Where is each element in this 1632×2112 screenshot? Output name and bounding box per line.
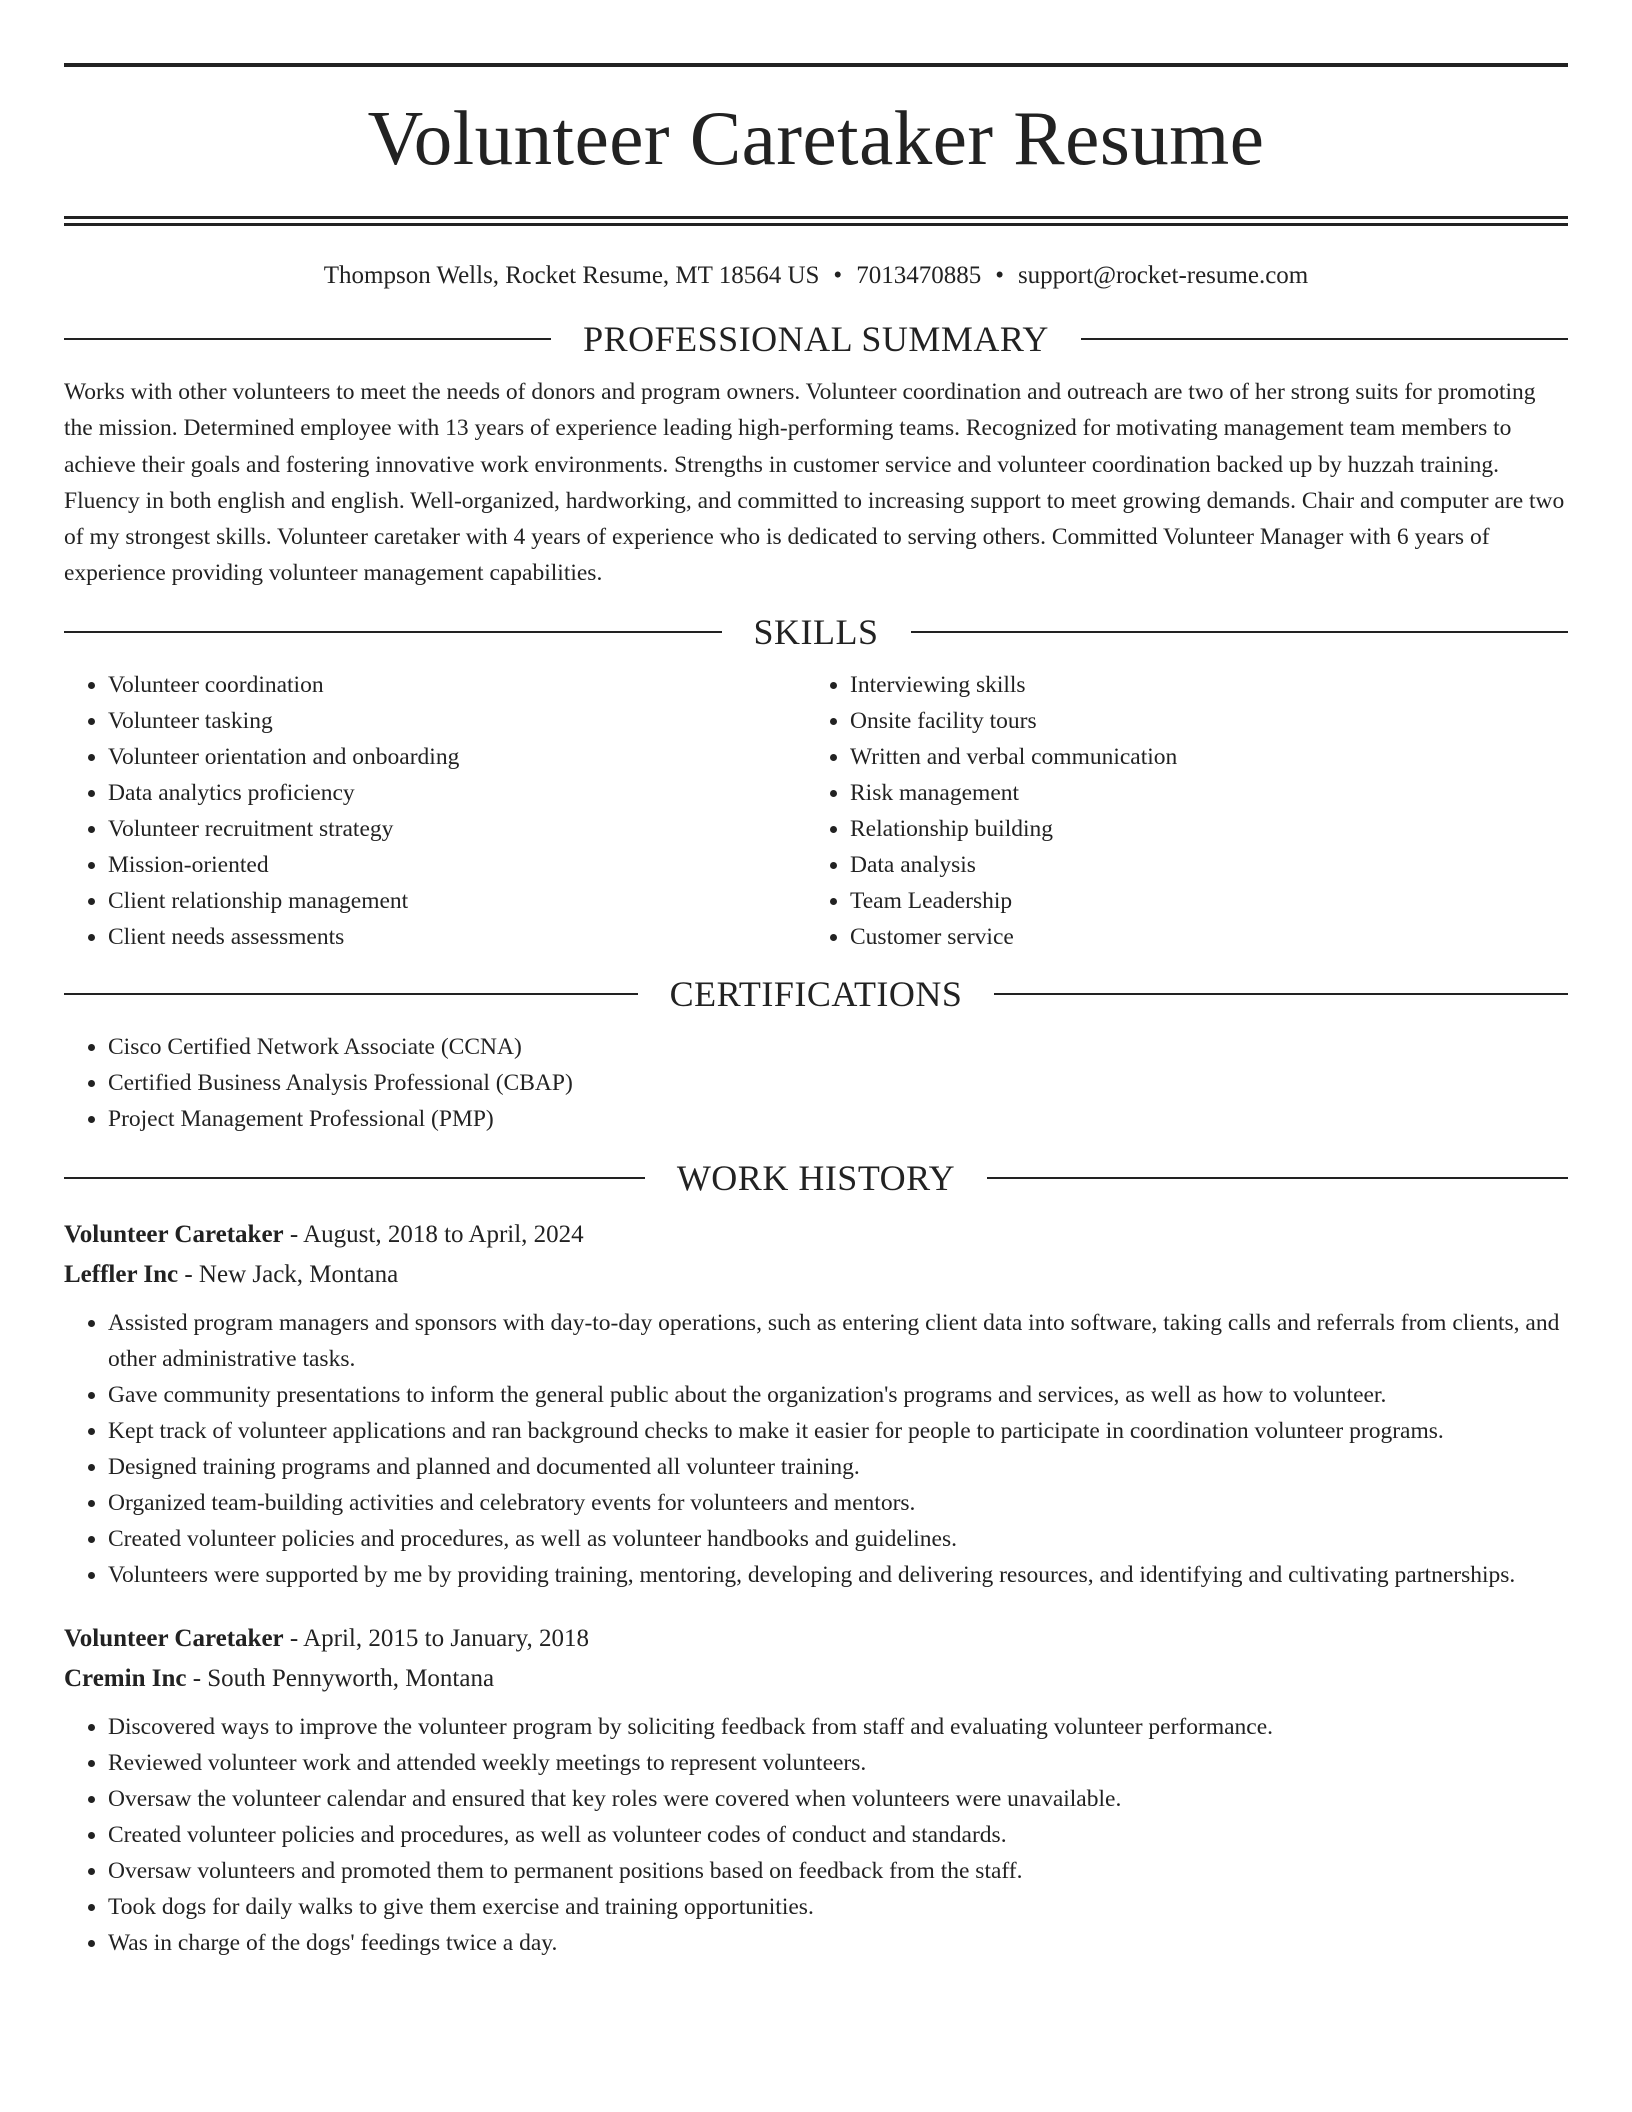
heading-rule-left (64, 338, 551, 340)
skill-item: • Onsite facility tours (850, 703, 1548, 739)
contact-line (64, 258, 1568, 294)
skills-list (64, 667, 1568, 955)
certification-item: • Cisco Certified Network Associate (CCNA) (108, 1029, 1568, 1065)
job-bullet: • Discovered ways to improve the volunteer program by soliciting feedback from staff and evaluating volunteer performance. (108, 1709, 1568, 1745)
summary-heading (64, 316, 1568, 362)
heading-rule-right (1081, 338, 1568, 340)
skills-heading (64, 609, 1568, 655)
job-bullet: • Volunteers were supported by me by providing training, mentoring, developing and delivering resources, and identifying and cultivating partnerships. (108, 1557, 1568, 1593)
job-dates: - August, 2018 to April, 2024 (283, 1220, 584, 1248)
skill-item: • Risk management (850, 775, 1548, 811)
job-bullet: • Took dogs for daily walks to give them exercise and training opportunities. (108, 1889, 1568, 1925)
job-location: - New Jack, Montana (178, 1260, 399, 1288)
job-company-line (64, 1255, 1568, 1295)
job-bullet: • Oversaw volunteers and promoted them to permanent positions based on feedback from the staff. (108, 1853, 1568, 1889)
job-company: Leffler Inc (64, 1260, 179, 1288)
contact-separator: • (833, 262, 843, 289)
work-heading (64, 1155, 1568, 1201)
skill-item: • Volunteer tasking (108, 703, 806, 739)
job-entry (64, 1619, 1568, 1961)
heading-rule-left (64, 1177, 645, 1179)
job-entry (64, 1215, 1568, 1593)
skill-item: • Volunteer recruitment strategy (108, 811, 806, 847)
job-bullet: • Was in charge of the dogs' feedings twice a day. (108, 1925, 1568, 1961)
job-dates: - April, 2015 to January, 2018 (283, 1624, 589, 1652)
job-title-line (64, 1215, 1568, 1255)
skills-heading-label: SKILLS (753, 611, 879, 652)
work-heading-label: WORK HISTORY (676, 1157, 956, 1198)
skill-item: • Customer service (850, 919, 1548, 955)
job-bullet: • Created volunteer policies and procedures, as well as volunteer codes of conduct and standards. (108, 1817, 1568, 1853)
certification-item: • Certified Business Analysis Professional (CBAP) (108, 1065, 1568, 1101)
skill-item: • Team Leadership (850, 883, 1548, 919)
skill-item: • Data analysis (850, 847, 1548, 883)
heading-rule-right (911, 631, 1569, 633)
skills-right-list (806, 667, 1548, 955)
contact-address: Thompson Wells, Rocket Resume, MT 18564 US (323, 262, 820, 289)
skill-item: • Mission-oriented (108, 847, 806, 883)
job-company-line (64, 1659, 1568, 1699)
skill-item: • Written and verbal communication (850, 739, 1548, 775)
skills-left-list (64, 667, 806, 955)
job-bullet: • Reviewed volunteer work and attended weekly meetings to represent volunteers. (108, 1745, 1568, 1781)
job-bullet: • Created volunteer policies and procedures, as well as volunteer handbooks and guidelines. (108, 1521, 1568, 1557)
job-bullet: • Organized team-building activities and celebratory events for volunteers and mentors. (108, 1485, 1568, 1521)
job-location: - South Pennyworth, Montana (186, 1664, 495, 1692)
skill-item: • Data analytics proficiency (108, 775, 806, 811)
job-title: Volunteer Caretaker (64, 1624, 284, 1652)
contact-separator: • (995, 262, 1004, 289)
contact-email: support@rocket-resume.com (1017, 262, 1309, 289)
title-double-rule (64, 216, 1568, 226)
certifications-heading-label: CERTIFICATIONS (669, 973, 963, 1014)
job-company: Cremin Inc (64, 1664, 187, 1692)
job-bullets (64, 1709, 1568, 1961)
title-block (64, 0, 1568, 226)
job-title-line (64, 1619, 1568, 1659)
certification-item: • Project Management Professional (PMP) (108, 1101, 1568, 1137)
job-bullets (64, 1305, 1568, 1593)
heading-rule-left (64, 631, 722, 633)
skill-item: • Volunteer orientation and onboarding (108, 739, 806, 775)
skill-item: • Relationship building (850, 811, 1548, 847)
summary-heading-label: PROFESSIONAL SUMMARY (583, 319, 1049, 359)
contact-phone: 7013470885 (856, 262, 982, 289)
certifications-heading (64, 971, 1568, 1017)
job-bullet: • Oversaw the volunteer calendar and ensured that key roles were covered when volunteers were unavailable. (108, 1781, 1568, 1817)
skill-item: • Interviewing skills (850, 667, 1548, 703)
job-bullet: • Kept track of volunteer applications and ran background checks to make it easier for people to participate in coordination volunteer programs. (108, 1413, 1568, 1449)
top-rule (64, 63, 1568, 67)
skills-column-left (64, 667, 806, 955)
job-title: Volunteer Caretaker (64, 1220, 284, 1248)
heading-rule-left (64, 993, 638, 995)
certifications-list (64, 1029, 1568, 1137)
job-bullet: • Assisted program managers and sponsors with day-to-day operations, such as entering client data into software, taking calls and referrals from clients, and other administrative tasks. (108, 1305, 1568, 1377)
heading-rule-right (987, 1177, 1568, 1179)
job-bullet: • Designed training programs and planned and documented all volunteer training. (108, 1449, 1568, 1485)
certifications-bullets (64, 1029, 1568, 1137)
document-title: Volunteer Caretaker Resume (367, 95, 1265, 181)
skill-item: • Volunteer coordination (108, 667, 806, 703)
skill-item: • Client relationship management (108, 883, 806, 919)
heading-rule-right (994, 993, 1568, 995)
skill-item: • Client needs assessments (108, 919, 806, 955)
summary-text: Works with other volunteers to meet the needs of donors and program owners. Volunteer coordination and outreach are two of her strong suits for promoting the mission. Determined employee with 13 years of experience leading high-performing teams. Recognized for motivating management team members to achieve their goals and fostering innovative work environments. Strengths in customer service and volunteer coordination backed up by huzzah training. Fluency in both english and english. Well-organized, hardworking, and committed to increasing support to meet growing demands. Chair and computer are two of my strongest skills. Volunteer caretaker with 4 years of experience who is dedicated to serving others. Committed Volunteer Manager with 6 years of experience providing volunteer management capabilities. (64, 379, 1565, 587)
job-bullet: • Gave community presentations to inform the general public about the organization's programs and services, as well as how to volunteer. (108, 1377, 1568, 1413)
skills-column-right (806, 667, 1548, 955)
